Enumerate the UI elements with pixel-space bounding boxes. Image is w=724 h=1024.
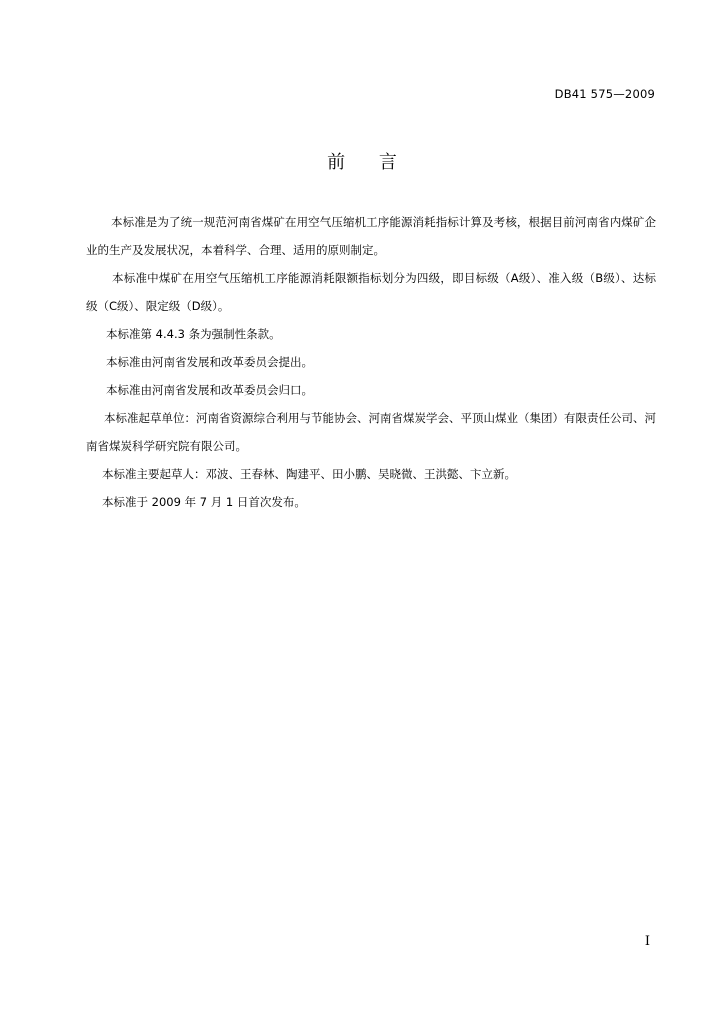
- foreword-body: [86, 208, 656, 516]
- paragraph-mandatory-clause: 本标准第 4.4.3 条为强制性条款。: [106, 327, 281, 341]
- paragraph-purpose: 本标准是为了统一规范河南省煤矿在用空气压缩机工序能源消耗指标计算及考核，根据目前河南省内煤矿企业的生产及发展状况，本着科学、合理、适用的原则制定。: [86, 215, 656, 257]
- paragraph-first-issue: 本标准于 2009 年 7 月 1 日首次发布。: [102, 495, 306, 509]
- paragraph-proposed-by: 本标准由河南省发展和改革委员会提出。: [106, 355, 313, 369]
- page-number: I: [644, 934, 650, 949]
- page-title: 前 言: [327, 152, 411, 173]
- paragraph-drafting-units: 本标准起草单位：河南省资源综合利用与节能协会、河南省煤炭学会、平顶山煤业（集团）有限责任公司、河南省煤炭科学研究院有限公司。: [86, 411, 656, 453]
- paragraph-levels: 本标准中煤矿在用空气压缩机工序能源消耗限额指标划分为四级，即目标级（A级）、准入级（B级）、达标级（C级）、限定级（D级）。: [86, 271, 656, 313]
- paragraph-administered-by: 本标准由河南省发展和改革委员会归口。: [106, 383, 313, 397]
- standard-number: DB41 575—2009: [554, 87, 655, 101]
- paragraph-drafters: 本标准主要起草人：邓波、王春林、陶建平、田小鹏、吴晓微、王洪懿、卞立新。: [102, 467, 516, 481]
